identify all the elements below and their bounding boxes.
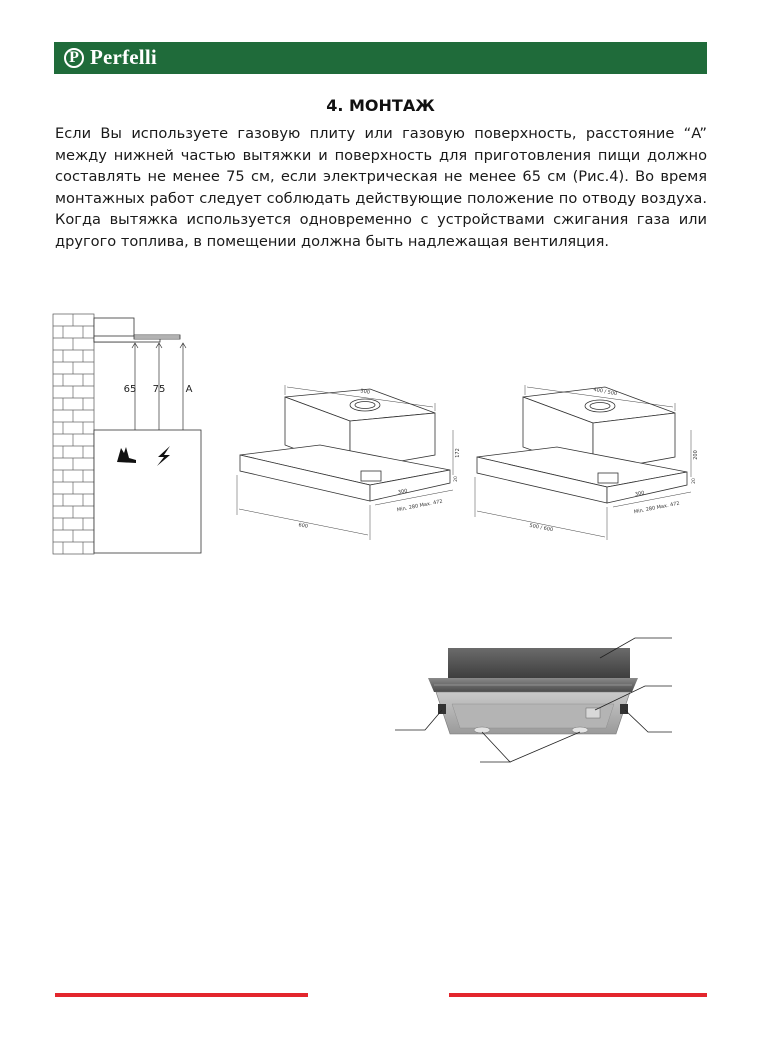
logo-mark-icon: P [64,48,84,68]
hood-60-depth: 300 [397,488,409,496]
hood-50-height: 200 [693,450,699,460]
footer-line-right [449,993,707,997]
footer-line-left [55,993,308,997]
hood-front-bar [428,678,638,692]
cooker-box [94,430,201,553]
dim-electric-label: 65 [123,384,137,395]
hood-side-view [94,318,180,342]
brand-logo [64,45,157,70]
left-bracket-icon [438,704,446,714]
installation-paragraph: Если Вы используете газовую плиту или газовую поверхность, расстояние “A” между нижней частью вытяжки и поверхность для приготовления пищи должно составлять не менее 75 см, если электрическая не менее 65 см (Рис.4). Во время монтажных работ следует соблюдать действующие положение по отводу воздуха. Когда вытяжка используется одновременно с устройствами сжигания газа или другого топлива, в помещении должна быть надлежащая вентиляция. [55,125,707,250]
hood-dimension-drawing-600 [225,375,475,540]
hood-60-top-width: 500 [359,388,371,396]
hood-glass-panel [448,648,630,678]
brick-wall [53,314,94,554]
hood-50-h2: 20 [692,478,697,484]
hood-60-width: 600 [297,522,309,530]
right-bracket-icon [620,704,628,714]
dim-a-label: A [185,384,193,395]
hood-50-top-width: 400 / 500 [592,386,618,398]
header-bar [54,42,707,74]
section-title: 4. МОНТАЖ [326,96,435,115]
hood-60-height: 172 [455,448,461,458]
hood-50-extension: Min. 280 Max. 472 [633,500,681,516]
hood-60-h2: 20 [454,476,459,482]
hood-dimension-drawing-50 [465,375,715,540]
hood-60-extension: Min. 280 Max. 472 [396,498,444,514]
brand-name: Perfelli [90,45,157,69]
hood-product-illustration [390,630,680,770]
hood-50-depth: 300 [634,490,646,498]
dim-gas-label: 75 [152,384,166,395]
hood-50-width: 500 / 600 [528,522,554,534]
installation-distance-diagram [52,310,207,565]
control-switch-icon [586,708,600,718]
hood-filter [436,692,630,734]
